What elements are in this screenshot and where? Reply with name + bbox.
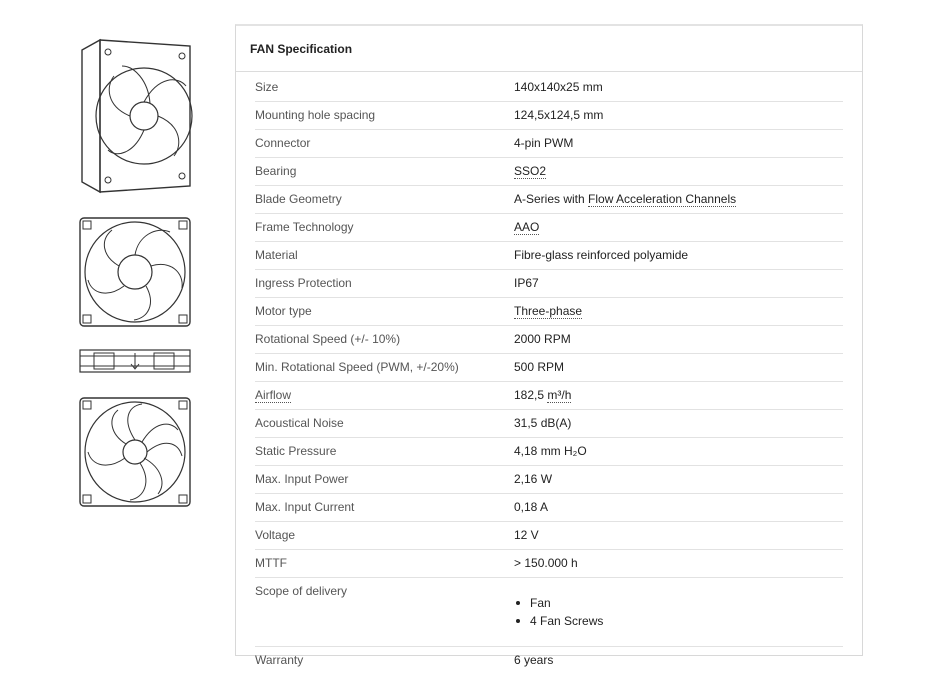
- spec-value: 4,18 mm H₂O: [514, 444, 587, 458]
- spec-value: Fibre-glass reinforced polyamide: [514, 248, 689, 262]
- spec-label: Bearing: [255, 164, 297, 178]
- spec-row-blade-geometry: [255, 186, 843, 214]
- spec-value: 140x140x25 mm: [514, 80, 603, 94]
- frame-technology-link[interactable]: AAO: [514, 220, 540, 234]
- spec-row-mounting-hole-spacing: [255, 102, 843, 130]
- spec-row-voltage: [255, 522, 843, 550]
- spec-row-rotational-speed: [255, 326, 843, 354]
- spec-row-min-rotational-speed: [255, 354, 843, 382]
- spec-label: Scope of delivery: [255, 584, 348, 598]
- fan-back-drawing[interactable]: [78, 396, 194, 508]
- flow-acceleration-channels-link[interactable]: Flow Acceleration Channels: [588, 192, 737, 206]
- delivery-list: [514, 594, 603, 630]
- spec-row-frame-technology: [255, 214, 843, 242]
- spec-table: [255, 74, 843, 674]
- airflow-unit-link[interactable]: m³/h: [547, 388, 572, 402]
- spec-row-size: [255, 74, 843, 102]
- spec-label: Ingress Protection: [255, 276, 352, 290]
- spec-value: 12 V: [514, 528, 539, 542]
- spec-label: Min. Rotational Speed (PWM, +/-20%): [255, 360, 459, 374]
- spec-value: 2000 RPM: [514, 332, 571, 346]
- spec-value: > 150.000 h: [514, 556, 578, 570]
- fan-side-drawing[interactable]: [78, 348, 194, 374]
- spec-panel: [235, 24, 863, 667]
- spec-row-scope-of-delivery: [255, 578, 843, 647]
- fan-front-drawing[interactable]: [78, 216, 194, 328]
- spec-row-mttf: [255, 550, 843, 578]
- spec-label: Size: [255, 80, 279, 94]
- spec-label: Max. Input Power: [255, 472, 349, 486]
- spec-value: 6 years: [514, 653, 554, 667]
- spec-value-prefix: 182,5: [514, 388, 548, 402]
- spec-row-motor-type: [255, 298, 843, 326]
- spec-panel-title: FAN Specification: [236, 26, 862, 72]
- spec-row-max-input-power: [255, 466, 843, 494]
- spec-row-warranty: [255, 647, 843, 674]
- motor-type-link[interactable]: Three-phase: [514, 304, 583, 318]
- spec-row-connector: [255, 130, 843, 158]
- delivery-item: 4 Fan Screws: [514, 612, 603, 630]
- delivery-item: Fan: [514, 594, 603, 612]
- spec-label: MTTF: [255, 556, 287, 570]
- spec-label: Voltage: [255, 528, 296, 542]
- spec-row-airflow: [255, 382, 843, 410]
- fan-perspective-drawing[interactable]: [78, 36, 194, 196]
- spec-value: 31,5 dB(A): [514, 416, 572, 430]
- airflow-link[interactable]: Airflow: [255, 388, 292, 402]
- spec-value: 500 RPM: [514, 360, 565, 374]
- spec-value: 4-pin PWM: [514, 136, 574, 150]
- spec-value: 124,5x124,5 mm: [514, 108, 604, 122]
- spec-label: Motor type: [255, 304, 312, 318]
- spec-label: Rotational Speed (+/- 10%): [255, 332, 401, 346]
- spec-label: Blade Geometry: [255, 192, 342, 206]
- spec-row-bearing: [255, 158, 843, 186]
- spec-value: 2,16 W: [514, 472, 553, 486]
- bearing-link[interactable]: SSO2: [514, 164, 547, 178]
- spec-label: Connector: [255, 136, 311, 150]
- spec-label: Static Pressure: [255, 444, 337, 458]
- spec-value: 0,18 A: [514, 500, 549, 514]
- spec-row-max-input-current: [255, 494, 843, 522]
- spec-label: Material: [255, 248, 298, 262]
- spec-label: Frame Technology: [255, 220, 354, 234]
- spec-label: Warranty: [255, 653, 304, 667]
- spec-value: IP67: [514, 276, 539, 290]
- spec-value-prefix: A-Series with: [514, 192, 589, 206]
- spec-label: Max. Input Current: [255, 500, 355, 514]
- spec-label: Mounting hole spacing: [255, 108, 376, 122]
- spec-row-acoustical-noise: [255, 410, 843, 438]
- spec-row-ingress-protection: [255, 270, 843, 298]
- spec-label: Acoustical Noise: [255, 416, 344, 430]
- spec-row-material: [255, 242, 843, 270]
- spec-row-static-pressure: [255, 438, 843, 466]
